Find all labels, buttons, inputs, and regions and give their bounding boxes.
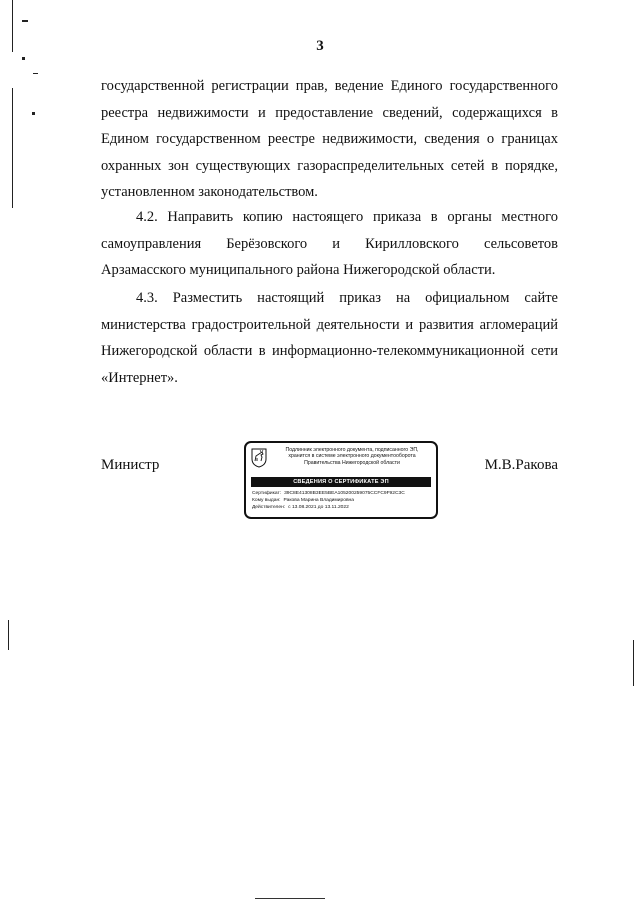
issued-label: Кому выдан:	[252, 498, 281, 504]
scan-mark	[12, 0, 13, 52]
stamp-header	[270, 447, 434, 466]
text-line: 4.2. Направить копию настоящего приказа в органы местного	[136, 209, 558, 225]
text-line: самоуправления Берёзовского и Кирилловского сельсоветов	[101, 235, 558, 252]
scan-mark	[22, 57, 25, 60]
text-line: «Интернет».	[101, 369, 178, 386]
text-line: министерства градостроительной деятельности и развития агломераций	[101, 316, 558, 333]
electronic-signature-stamp	[244, 441, 438, 519]
stamp-issued-row	[252, 497, 432, 504]
stamp-certificate-details	[252, 490, 432, 512]
scan-mark	[633, 640, 634, 686]
signatory-title: Министр	[101, 457, 160, 473]
cert-label: Сертификат:	[252, 491, 282, 496]
text-line: охранных зон существующих газораспределительных сетей в порядке,	[101, 157, 558, 174]
page-number: 3	[316, 38, 324, 54]
text-line: Арзамасского муниципального района Нижегородской области.	[101, 262, 496, 278]
scan-mark	[12, 88, 13, 208]
valid-label: Действителен:	[252, 505, 286, 511]
stamp-header-line: Правительства Нижегородской области	[304, 459, 400, 466]
paragraph-registration	[101, 73, 558, 206]
stamp-cert-row	[252, 490, 432, 497]
text-line: реестра недвижимости и предоставление сведений, содержащихся в	[101, 104, 558, 121]
text-line: установленном законодательством.	[101, 184, 318, 200]
scan-mark	[8, 620, 9, 650]
valid-value: с 13.08.2021 до 13.11.2022	[288, 505, 349, 511]
text-line: 4.3. Разместить настоящий приказ на официальном сайте	[136, 290, 558, 306]
stamp-header-line: Подлинник электронного документа, подписанного ЭП,	[285, 447, 419, 453]
paragraph-4-3	[101, 285, 558, 391]
scan-mark	[32, 112, 35, 115]
text-line: Едином государственном реестре недвижимости, сведения о границах	[101, 131, 558, 147]
cert-value: 39C8E41308B3EE5BEA105200259075CCFC9F92C3C	[284, 491, 405, 496]
signatory-name: М.В.Ракова	[484, 457, 558, 473]
stamp-valid-row	[252, 504, 432, 511]
text-line: Нижегородской области в информационно-телекоммуникационной сети	[101, 343, 558, 359]
stamp-header-line: хранится в системе электронного документооборота	[288, 453, 416, 460]
coat-of-arms-icon	[251, 448, 267, 468]
scan-mark	[255, 898, 325, 899]
text-line: государственной регистрации прав, ведение Единого государственного	[101, 78, 558, 94]
scan-mark	[22, 20, 28, 22]
issued-value: Ракова Марина Владимировна	[283, 498, 354, 504]
scan-mark	[33, 73, 38, 74]
stamp-certificate-bar: СВЕДЕНИЯ О СЕРТИФИКАТЕ ЭП	[251, 477, 431, 487]
paragraph-4-2	[101, 204, 558, 284]
